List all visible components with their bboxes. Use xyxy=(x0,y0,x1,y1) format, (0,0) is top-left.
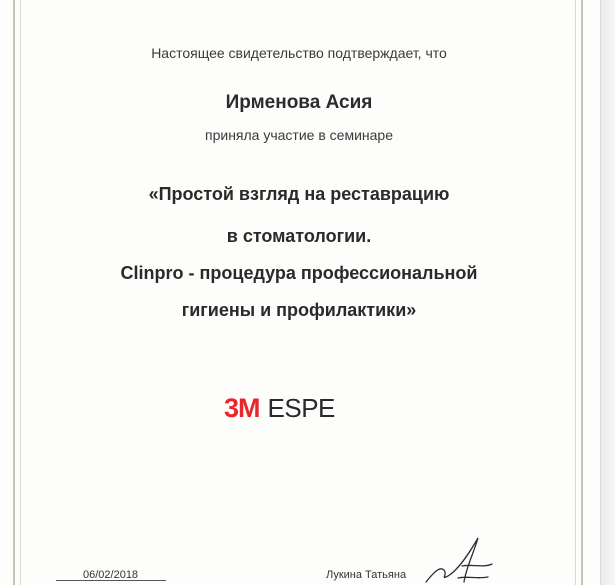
issue-date: 06/02/2018 xyxy=(83,569,139,581)
seminar-title-line: «Простой взгляд на реставрацию xyxy=(148,184,450,204)
participation-text: приняла участие в семинаре xyxy=(205,127,393,143)
seminar-title-line: в стоматологии. xyxy=(226,226,372,246)
signer-name: Лукина Татьяна xyxy=(326,569,407,581)
intro-text: Настоящее свидетельство подтверждает, что xyxy=(151,45,447,61)
page-edge xyxy=(600,0,615,585)
certificate-frame-inner xyxy=(20,0,576,585)
date-underline xyxy=(56,580,166,581)
seminar-title-line: Clinpro - процедура профессиональной xyxy=(120,263,478,283)
3m-logo-mark: 3M xyxy=(224,393,260,423)
recipient-name: Ирменова Асия xyxy=(225,92,373,113)
signature xyxy=(418,530,498,585)
espe-logo-text: ESPE xyxy=(267,393,335,423)
seminar-title-line: гигиены и профилактики» xyxy=(181,300,417,320)
3m-espe-logo xyxy=(224,393,335,423)
